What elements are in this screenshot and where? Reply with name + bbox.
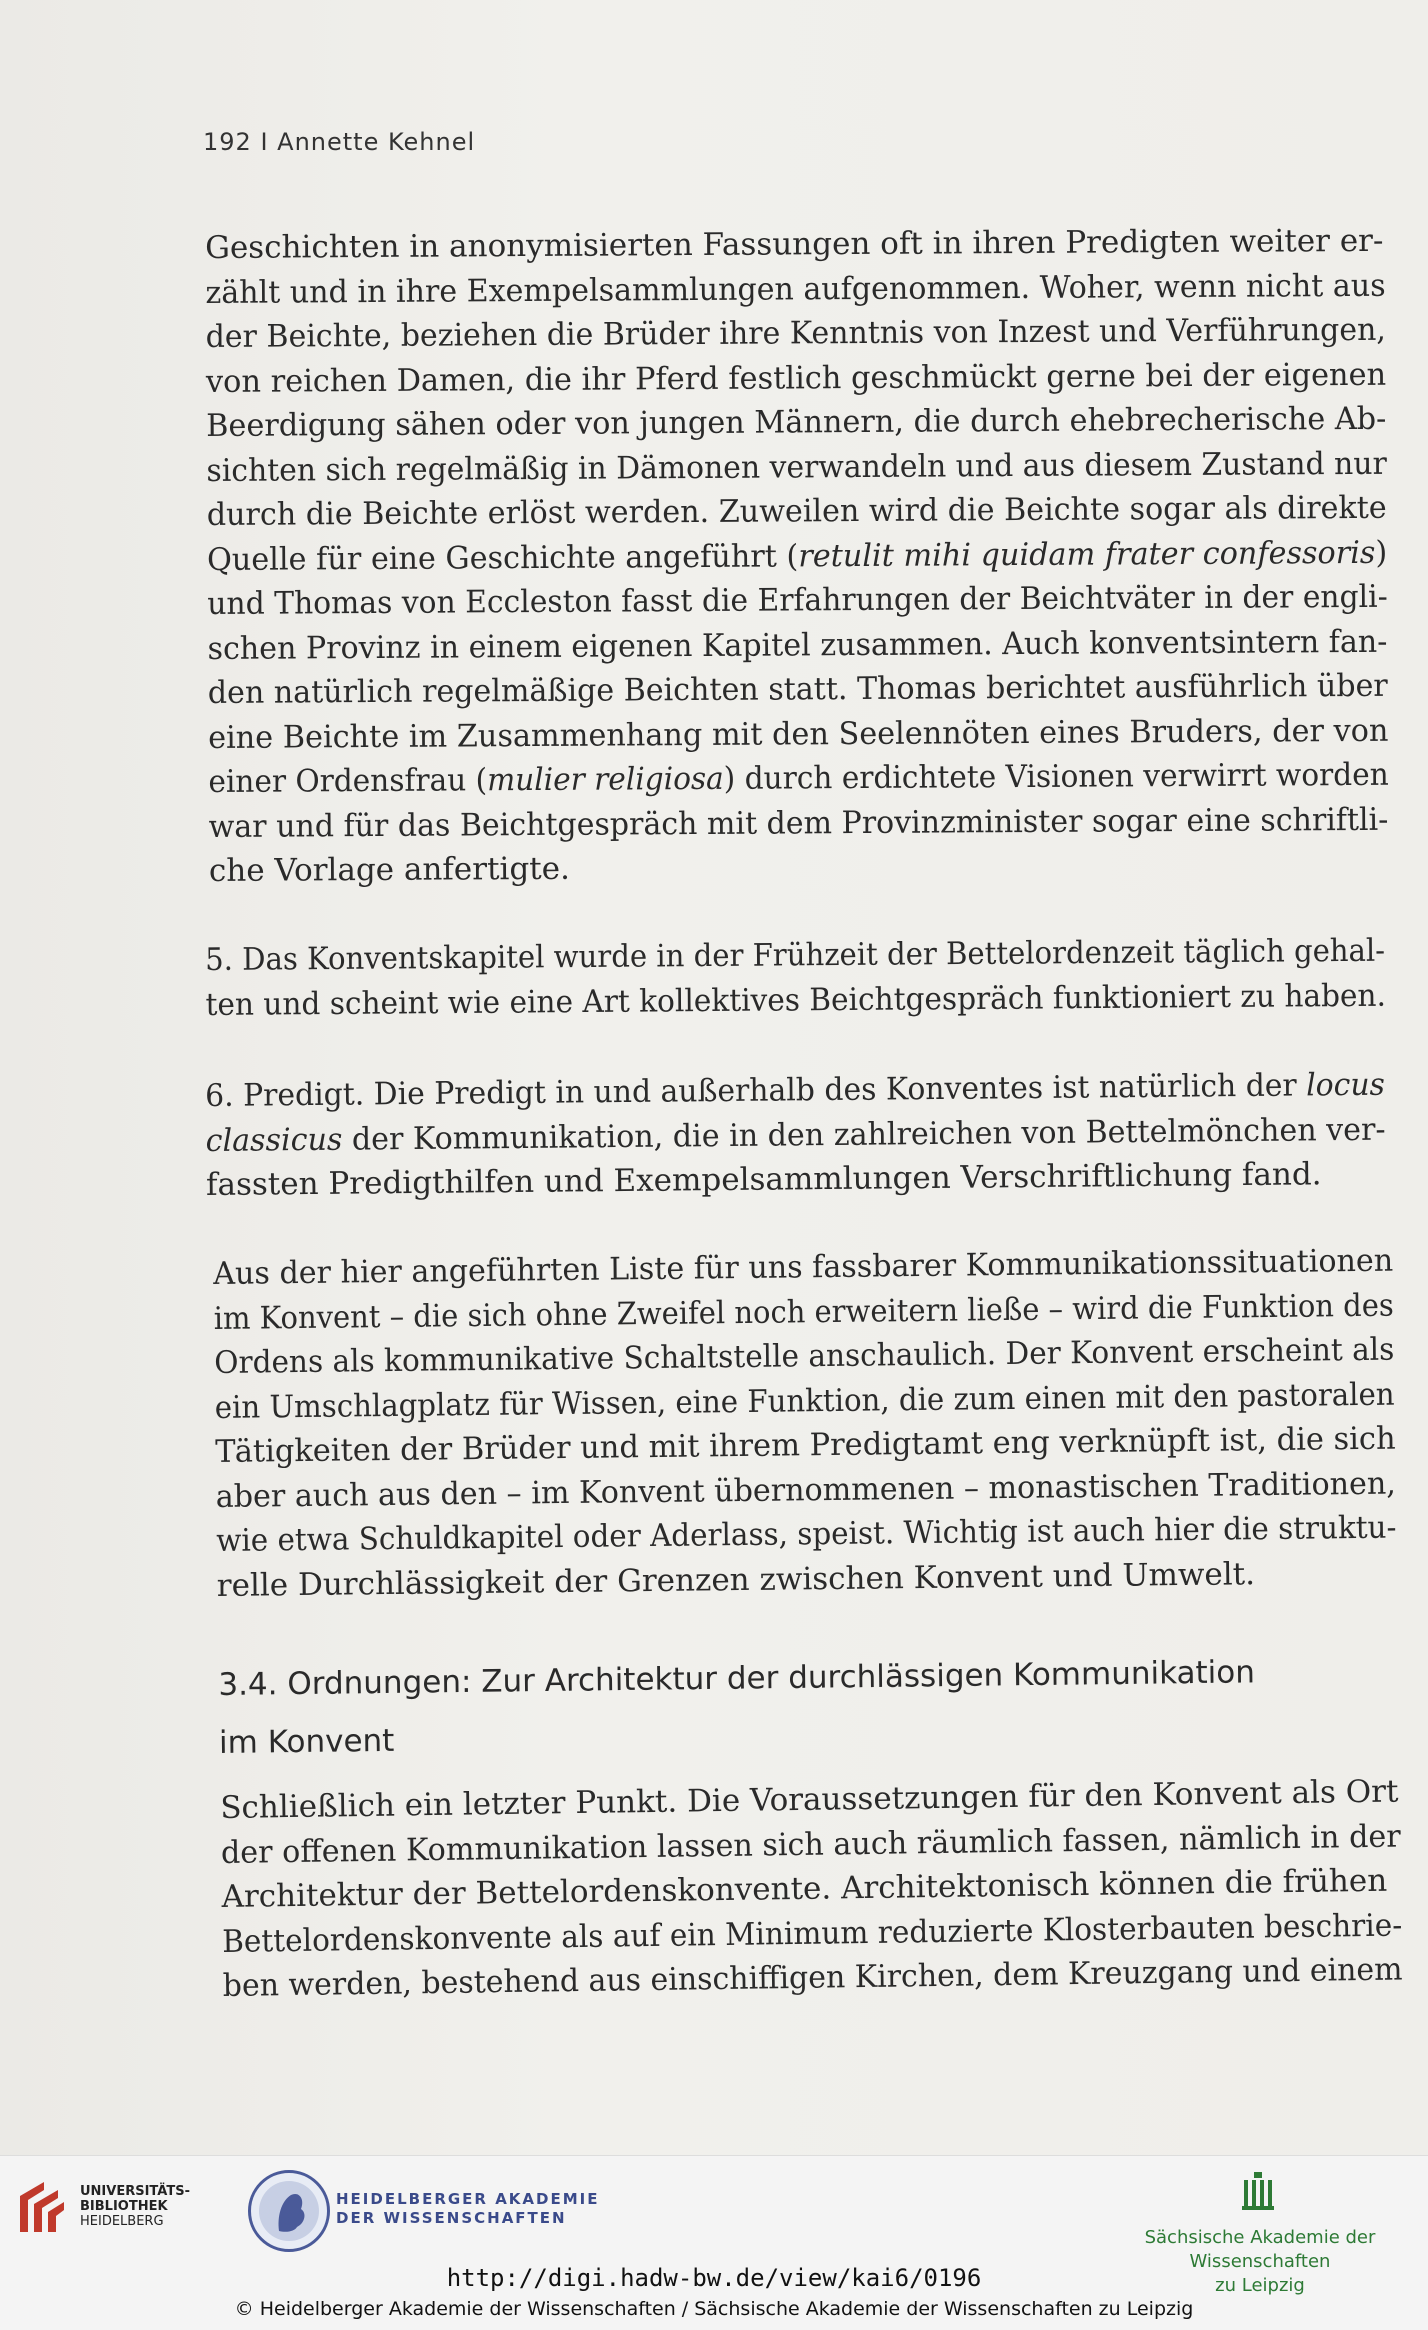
hadw-line: DER WISSENSCHAFTEN [336, 2209, 567, 2227]
text-line: Tätigkeiten der Brüder und mit ihrem Predigtamt eng verknüpft ist, die sich [215, 1420, 1396, 1470]
body-paragraph-1 [205, 219, 1389, 894]
permalink-url[interactable]: http://digi.hadw-bw.de/view/kai6/0196 [446, 2264, 982, 2292]
text-line: ben werden, bestehend aus einschiffigen Kirchen, dem Kreuzgang und einem [222, 1951, 1403, 2004]
text-line: Quelle für eine Geschichte angeführt (retulit mihi quidam frater confessoris) [206, 534, 1388, 578]
text-line: Geschichten in anonymisierten Fassungen oft in ihren Predigten weiter er- [205, 222, 1384, 266]
ub-line: UNIVERSITÄTS- [80, 2184, 190, 2199]
text-line: aber auch aus den – im Konvent übernommenen – monastischen Traditionen, [215, 1465, 1397, 1515]
body-paragraph-5 [220, 1770, 1403, 2009]
text-line: von reichen Damen, die ihr Pferd festlich geschmückt gerne bei der eigenen [205, 356, 1387, 400]
text-line: che Vorlage anfertigte. [208, 850, 570, 889]
section-heading-line: im Konvent [218, 1722, 395, 1761]
text-line: wie etwa Schuldkapitel oder Aderlass, speist. Wichtig ist auch hier die struktu- [216, 1509, 1397, 1559]
text-line: sichten sich regelmäßig in Dämonen verwandeln und aus diesem Zustand nur [206, 445, 1387, 489]
body-paragraph-4 [213, 1239, 1397, 1608]
text-line: relle Durchlässigkeit der Grenzen zwischen Konvent und Umwelt. [216, 1555, 1256, 1604]
body-paragraph-3 [205, 1063, 1386, 1208]
text-line: der Beichte, beziehen die Brüder ihre Kenntnis von Inzest und Verführungen, [205, 311, 1387, 355]
text-line: 6. Predigt. Die Predigt in und außerhalb des Konventes ist natürlich der locus [205, 1066, 1386, 1114]
university-library-name [80, 2184, 190, 2229]
text-line: Ordens als kommunikative Schaltstelle anschaulich. Der Konvent erscheint als [214, 1331, 1395, 1381]
ub-line: HEIDELBERG [80, 2214, 164, 2229]
ub-line: BIBLIOTHEK [80, 2199, 168, 2214]
text-line: classicus der Kommunikation, die in den zahlreichen von Bettelmönchen ver- [205, 1111, 1386, 1159]
text-line: und Thomas von Eccleston fasst die Erfahrungen der Beichtväter in der engli- [207, 578, 1388, 622]
text-line: einer Ordensfrau (mulier religiosa) durch erdichtete Visionen verwirrt worden [208, 756, 1389, 800]
section-heading-line: 3.4. Ordnungen: Zur Architektur der durchlässigen Kommunikation [218, 1654, 1256, 1703]
hadw-medallion-icon[interactable] [248, 2170, 330, 2252]
hadw-name [336, 2190, 600, 2228]
saxon-academy-logo-icon[interactable] [1240, 2172, 1276, 2212]
text-line: zählt und in ihre Exempelsammlungen aufgenommen. Woher, wenn nicht aus [205, 267, 1386, 311]
text-line: 5. Das Konventskapitel wurde in der Frühzeit der Bettelordenzeit täglich gehal- [205, 932, 1386, 978]
text-line: durch die Beichte erlöst werden. Zuweilen wird die Beichte sogar als direkte [206, 489, 1387, 533]
text-line: Beerdigung sähen oder von jungen Männern, die durch ehebrecherische Ab- [206, 400, 1387, 444]
text-line: eine Beichte im Zusammenhang mit den Seelennöten eines Bruders, der von [208, 712, 1389, 756]
text-line: den natürlich regelmäßige Beichten statt. Thomas berichtet ausführlich über [207, 667, 1388, 711]
university-library-logo-icon[interactable] [14, 2176, 70, 2240]
text-line: Aus der hier angeführten Liste für uns fassbarer Kommunikationssituationen [213, 1242, 1394, 1292]
text-line: der offenen Kommunikation lassen sich auch räumlich fassen, nämlich in der [220, 1818, 1401, 1871]
text-line: fassten Predigthilfen und Exempelsammlungen Verschriftlichung fand. [205, 1156, 1322, 1203]
text-line: im Konvent – die sich ohne Zweifel noch erweitern ließe – wird die Funktion des [213, 1287, 1394, 1337]
text-line: Bettelordenskonvente als auf ein Minimum reduzierte Klosterbauten beschrie- [221, 1907, 1403, 1960]
copyright-notice: © Heidelberger Akademie der Wissenschaften / Sächsische Akademie der Wissenschaften zu Leipzig [234, 2298, 1194, 2320]
running-header: 192 I Annette Kehnel [203, 128, 476, 156]
text-line: war und für das Beichtgespräch mit dem Provinzminister sogar eine schriftli- [208, 801, 1389, 845]
section-heading [218, 1643, 1256, 1772]
text-line: Architektur der Bettelordenskonvente. Architektonisch können die frühen [221, 1862, 1388, 1915]
text-line: schen Provinz in einem eigenen Kapitel zusammen. Auch konventsintern fan- [207, 623, 1388, 667]
text-line: ein Umschlagplatz für Wissen, eine Funktion, die zum einen mit den pastoralen [214, 1376, 1395, 1426]
digitization-footer [0, 2155, 1428, 2330]
text-line: ten und scheint wie eine Art kollektives Beichtgespräch funktioniert zu haben. [205, 977, 1387, 1023]
body-paragraph-2 [205, 929, 1386, 1027]
hadw-line: HEIDELBERGER AKADEMIE [336, 2190, 600, 2208]
saxon-line: Sächsische Akademie der Wissenschaften [1144, 2227, 1376, 2272]
text-line: Schließlich ein letzter Punkt. Die Voraussetzungen für den Konvent als Ort [220, 1773, 1399, 1826]
saxon-line: zu Leipzig [1215, 2275, 1305, 2296]
